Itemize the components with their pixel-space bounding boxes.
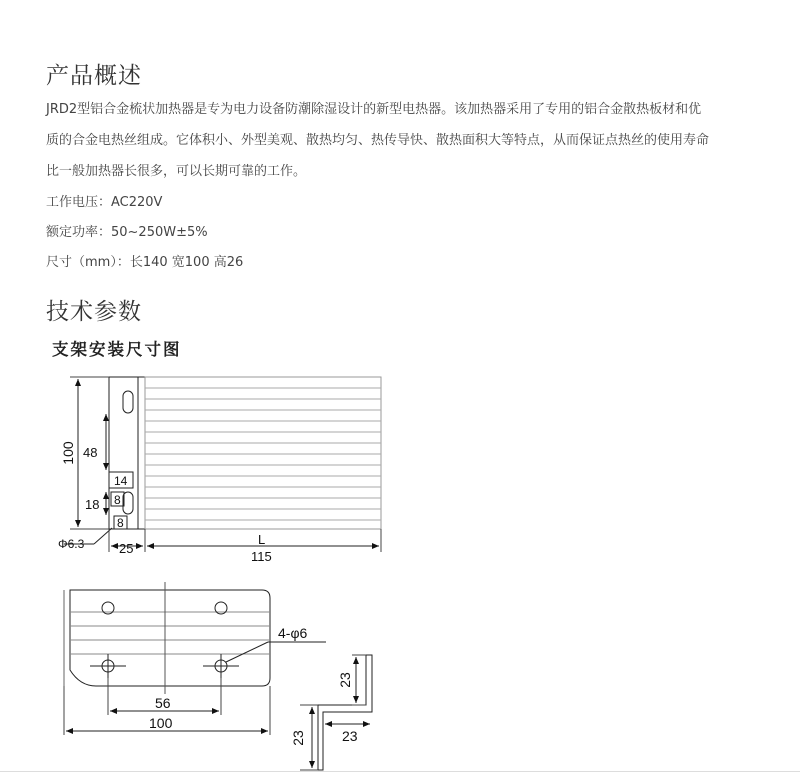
overview-heading: 产品概述 xyxy=(46,63,142,89)
bracket-outline xyxy=(70,590,270,686)
technical-heading: 技术参数 xyxy=(46,299,142,325)
dim-phi63: Φ6.3 xyxy=(58,537,85,551)
spec-size: 尺寸（mm）：长140 宽100 高26 xyxy=(46,255,244,270)
dim-18: 18 xyxy=(85,497,100,512)
paragraph-line: JRD2型铝合金梳状加热器是专为电力设备防潮除湿设计的新型电热器。该加热器采用了专用的铝合金散热板材和优 xyxy=(46,102,702,117)
paragraph-line: 比一般加热器长很多，可以长期可靠的工作。 xyxy=(46,164,307,179)
dim-14: 14 xyxy=(114,474,128,488)
dim-25: 25 xyxy=(119,541,134,556)
paragraph-line: 质的合金电热丝组成。它体积小、外型美观、散热均匀、热传导快、散热面积大等特点，从而保证点热丝的使用寿命 xyxy=(46,133,710,148)
dim-100-width: 100 xyxy=(149,715,173,731)
spec-power: 额定功率：50~250W±5% xyxy=(46,225,208,240)
bottom-divider xyxy=(0,771,800,772)
top-view xyxy=(64,582,326,735)
bracket-profile xyxy=(300,655,372,770)
drawing-title: 支架安装尺寸图 xyxy=(52,340,182,359)
dim-23-b: 23 xyxy=(290,730,306,746)
dim-hole: 4-φ6 xyxy=(278,625,308,641)
dim-115: 115 xyxy=(251,549,272,564)
side-view xyxy=(64,377,381,552)
bracket-slot-top xyxy=(123,391,133,413)
dim-L: L xyxy=(258,532,266,547)
dim-23-c: 23 xyxy=(342,728,358,744)
dim-8-b: 8 xyxy=(117,516,124,530)
heater-fins xyxy=(145,388,381,520)
dim-8-a: 8 xyxy=(114,493,121,507)
heater-body xyxy=(145,377,381,529)
spec-voltage: 工作电压：AC220V xyxy=(46,195,163,210)
dim-56: 56 xyxy=(155,695,171,711)
dim-48: 48 xyxy=(83,445,98,460)
dim-23-a: 23 xyxy=(337,672,353,688)
dim-100-height: 100 xyxy=(60,441,76,465)
